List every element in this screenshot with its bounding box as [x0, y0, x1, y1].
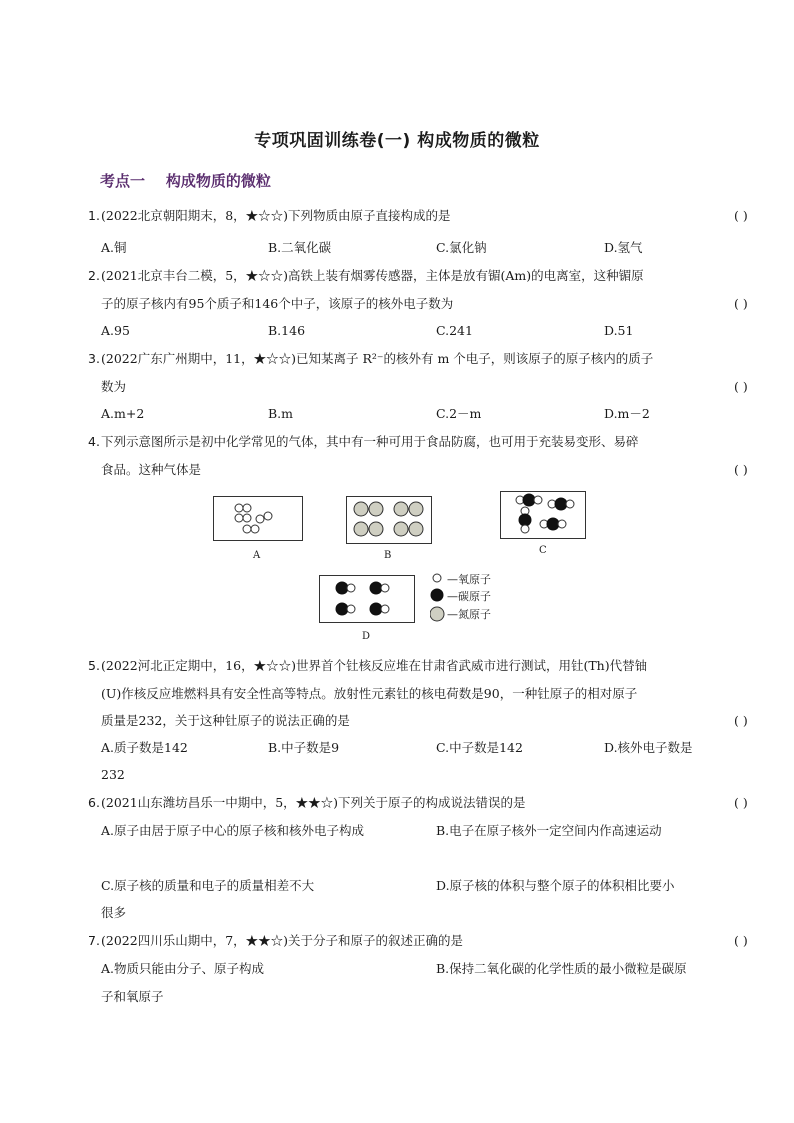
- question-number: 2.: [88, 268, 100, 283]
- option-a: A.m+2: [101, 406, 145, 421]
- question-number: 5.: [88, 658, 100, 673]
- option-a: A.95: [101, 323, 130, 338]
- question-number: 7.: [88, 933, 100, 948]
- answer-blank: ( ): [734, 462, 748, 477]
- option-b: B.保持二氧化碳的化学性质的最小微粒是碳原: [436, 961, 687, 976]
- diagram-a-box: [213, 496, 303, 541]
- diagram-d-label: D: [362, 631, 371, 642]
- option-b: B.二氧化碳: [268, 240, 332, 255]
- question-stem: (2021山东潍坊昌乐一中期中，5，★★☆)下列关于原子的构成说法错误的是: [101, 795, 526, 810]
- question-stem-line-1: (2022河北正定期中，16，★☆☆)世界首个钍核反应堆在甘肃省武威市进行测试，用钍(Th)代替铀: [101, 658, 648, 673]
- diagram-a-label: A: [253, 550, 261, 561]
- option-c: C.氯化钠: [436, 240, 487, 255]
- question-stem-line-2: (U)作核反应堆燃料具有安全性高等特点。放射性元素钍的核电荷数是90，一种钍原子的相对原子: [101, 686, 638, 701]
- option-d: D.原子核的体积与整个原子的体积相比要小: [436, 878, 675, 893]
- diagram-b-label: B: [384, 550, 392, 561]
- diagram-c-box: [500, 491, 586, 539]
- option-d: D.氢气: [604, 240, 643, 255]
- legend-symbols: [430, 572, 446, 624]
- legend-oxygen: —氧原子: [447, 573, 491, 586]
- question-stem-line-2: 子的原子核内有95个质子和146个中子，该原子的核外电子数为: [101, 296, 454, 311]
- diagram-b: [346, 496, 432, 544]
- option-c: C.原子核的质量和电子的质量相差不大: [101, 878, 315, 893]
- option-b: B.146: [268, 323, 306, 338]
- question-stem-line-1: (2021北京丰台二模，5，★☆☆)高铁上装有烟雾传感器，主体是放有镅(Am)的电离室，这种镅原: [101, 268, 644, 283]
- question-stem: (2022北京朝阳期末，8，★☆☆)下列物质由原子直接构成的是: [101, 208, 451, 223]
- question-number: 3.: [88, 351, 100, 366]
- question-stem-line-2: 数为: [101, 379, 127, 394]
- option-c: C.241: [436, 323, 473, 338]
- question-stem-line-2: 食品。这种气体是: [101, 462, 202, 477]
- question-number: 6.: [88, 795, 100, 810]
- diagram-b-box: [346, 496, 432, 544]
- answer-blank: ( ): [734, 208, 748, 223]
- option-b-continued: 子和氧原子: [101, 989, 164, 1004]
- legend-nitrogen: —氮原子: [447, 608, 491, 621]
- legend-carbon: —碳原子: [447, 590, 491, 603]
- option-d-continued: 232: [101, 767, 125, 782]
- diagram-a: [213, 496, 303, 541]
- diagram-legend: [430, 572, 446, 624]
- option-d: D.核外电子数是: [604, 740, 693, 755]
- section-title: 考点一 构成物质的微粒: [100, 172, 271, 190]
- diagram-c-label: C: [539, 545, 547, 556]
- option-d-continued: 很多: [101, 905, 127, 920]
- question-number: 1.: [88, 208, 100, 223]
- option-c: C.2－m: [436, 406, 482, 421]
- question-number: 4.: [88, 434, 100, 449]
- page-title: 专项巩固训练卷(一) 构成物质的微粒: [254, 131, 540, 151]
- answer-blank: ( ): [734, 795, 748, 810]
- diagram-d-box: [319, 575, 415, 623]
- option-b: B.m: [268, 406, 294, 421]
- answer-blank: ( ): [734, 296, 748, 311]
- option-d: D.51: [604, 323, 634, 338]
- question-stem-line-3: 质量是232，关于这种钍原子的说法正确的是: [101, 713, 350, 728]
- option-b: B.电子在原子核外一定空间内作高速运动: [436, 823, 662, 838]
- option-a: A.原子由居于原子中心的原子核和核外电子构成: [101, 823, 365, 838]
- answer-blank: ( ): [734, 713, 748, 728]
- option-a: A.物质只能由分子、原子构成: [101, 961, 265, 976]
- option-c: C.中子数是142: [436, 740, 523, 755]
- option-a: A.质子数是142: [101, 740, 188, 755]
- diagram-c: [500, 491, 586, 539]
- answer-blank: ( ): [734, 933, 748, 948]
- option-d: D.m－2: [604, 406, 650, 421]
- question-stem-line-1: 下列示意图所示是初中化学常见的气体，其中有一种可用于食品防腐，也可用于充装易变形、易碎: [101, 434, 639, 449]
- option-a: A.铜: [101, 240, 127, 255]
- question-stem: (2022四川乐山期中，7，★★☆)关于分子和原子的叙述正确的是: [101, 933, 464, 948]
- diagram-d: [319, 575, 415, 623]
- answer-blank: ( ): [734, 379, 748, 394]
- question-stem-line-1: (2022广东广州期中，11，★☆☆)已知某离子 R²⁻的核外有 m 个电子，则该原子的原子核内的质子: [101, 351, 654, 366]
- option-b: B.中子数是9: [268, 740, 340, 755]
